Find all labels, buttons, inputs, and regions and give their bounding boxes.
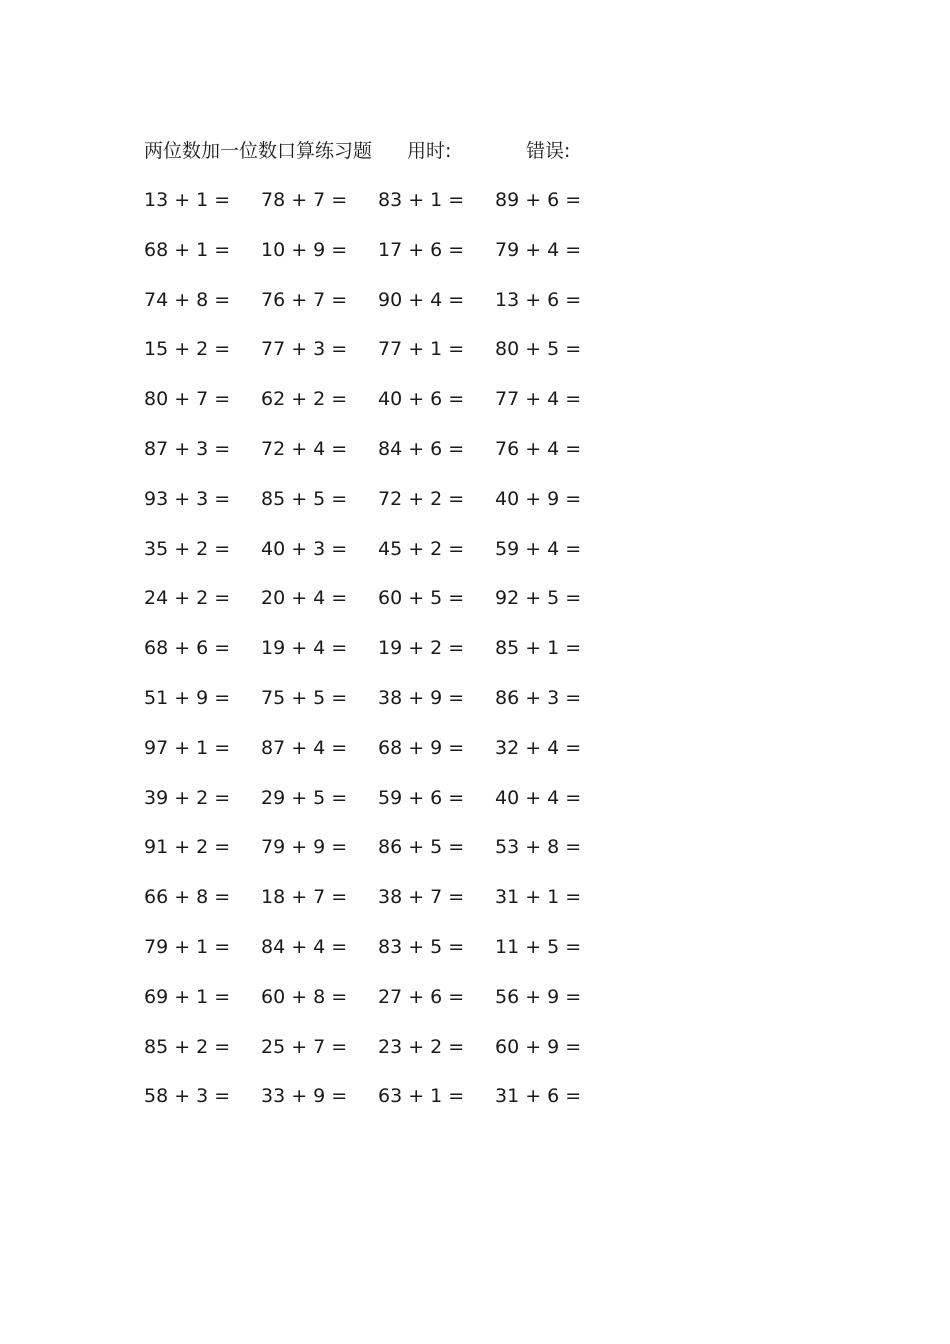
problem-row <box>144 534 624 584</box>
problem-item: 40 + 6 = <box>378 388 465 411</box>
problem-item: 40 + 9 = <box>495 487 582 510</box>
problem-item: 68 + 1 = <box>144 238 231 261</box>
problem-item: 60 + 9 = <box>495 1035 582 1058</box>
problem-item: 33 + 9 = <box>261 1085 348 1108</box>
problem-row <box>144 484 624 534</box>
problem-item: 75 + 5 = <box>261 686 348 709</box>
problem-item: 80 + 5 = <box>495 338 582 361</box>
problem-item: 23 + 2 = <box>378 1035 465 1058</box>
problem-item: 84 + 4 = <box>261 935 348 958</box>
problem-item: 84 + 6 = <box>378 437 465 460</box>
problem-item: 74 + 8 = <box>144 288 231 311</box>
problem-item: 60 + 5 = <box>378 587 465 610</box>
problem-item: 63 + 1 = <box>378 1085 465 1108</box>
problem-item: 90 + 4 = <box>378 288 465 311</box>
problem-item: 92 + 5 = <box>495 587 582 610</box>
problem-item: 13 + 1 = <box>144 189 231 211</box>
problem-item: 79 + 9 = <box>261 836 348 859</box>
problem-item: 91 + 2 = <box>144 836 231 859</box>
problem-item: 51 + 9 = <box>144 686 231 709</box>
problem-row <box>144 1032 624 1082</box>
problem-item: 93 + 3 = <box>144 487 231 510</box>
problem-row <box>144 185 624 235</box>
problem-item: 17 + 6 = <box>378 238 465 261</box>
problem-item: 25 + 7 = <box>261 1035 348 1058</box>
problem-item: 77 + 1 = <box>378 338 465 361</box>
problem-item: 85 + 1 = <box>495 637 582 660</box>
problem-item: 79 + 4 = <box>495 238 582 261</box>
problem-item: 40 + 3 = <box>261 537 348 560</box>
problem-item: 76 + 4 = <box>495 437 582 460</box>
problem-row <box>144 733 624 783</box>
problem-item: 72 + 2 = <box>378 487 465 510</box>
problem-item: 80 + 7 = <box>144 388 231 411</box>
problem-item: 15 + 2 = <box>144 338 231 361</box>
problem-row <box>144 783 624 833</box>
problem-row <box>144 882 624 932</box>
problem-item: 32 + 4 = <box>495 736 582 759</box>
problem-item: 18 + 7 = <box>261 886 348 909</box>
problem-item: 78 + 7 = <box>261 189 348 211</box>
problem-row <box>144 583 624 633</box>
problem-item: 62 + 2 = <box>261 388 348 411</box>
problem-item: 19 + 2 = <box>378 637 465 660</box>
problem-item: 29 + 5 = <box>261 786 348 809</box>
problem-item: 39 + 2 = <box>144 786 231 809</box>
errors-label: 错误: <box>526 140 571 162</box>
problem-row <box>144 1081 624 1131</box>
problem-item: 20 + 4 = <box>261 587 348 610</box>
problem-row <box>144 832 624 882</box>
time-label: 用时: <box>407 140 452 162</box>
problem-item: 38 + 7 = <box>378 886 465 909</box>
problem-item: 59 + 6 = <box>378 786 465 809</box>
problem-row <box>144 982 624 1032</box>
problem-item: 11 + 5 = <box>495 935 582 958</box>
problem-item: 87 + 3 = <box>144 437 231 460</box>
problem-grid <box>144 185 624 1131</box>
problem-item: 19 + 4 = <box>261 637 348 660</box>
problem-item: 68 + 9 = <box>378 736 465 759</box>
problem-row <box>144 285 624 335</box>
problem-item: 97 + 1 = <box>144 736 231 759</box>
problem-item: 53 + 8 = <box>495 836 582 859</box>
problem-item: 59 + 4 = <box>495 537 582 560</box>
problem-row <box>144 434 624 484</box>
problem-row <box>144 932 624 982</box>
worksheet-header <box>144 136 624 166</box>
problem-item: 24 + 2 = <box>144 587 231 610</box>
problem-item: 66 + 8 = <box>144 886 231 909</box>
problem-row <box>144 384 624 434</box>
problem-row <box>144 633 624 683</box>
problem-item: 87 + 4 = <box>261 736 348 759</box>
problem-item: 45 + 2 = <box>378 537 465 560</box>
problem-item: 38 + 9 = <box>378 686 465 709</box>
problem-item: 85 + 5 = <box>261 487 348 510</box>
problem-item: 58 + 3 = <box>144 1085 231 1108</box>
problem-item: 10 + 9 = <box>261 238 348 261</box>
problem-item: 40 + 4 = <box>495 786 582 809</box>
problem-row <box>144 683 624 733</box>
worksheet-title: 两位数加一位数口算练习题 <box>144 140 373 162</box>
problem-item: 56 + 9 = <box>495 985 582 1008</box>
problem-item: 35 + 2 = <box>144 537 231 560</box>
problem-item: 68 + 6 = <box>144 637 231 660</box>
problem-item: 77 + 3 = <box>261 338 348 361</box>
problem-item: 13 + 6 = <box>495 288 582 311</box>
problem-item: 83 + 5 = <box>378 935 465 958</box>
problem-item: 27 + 6 = <box>378 985 465 1008</box>
problem-item: 31 + 6 = <box>495 1085 582 1108</box>
problem-item: 83 + 1 = <box>378 189 465 211</box>
problem-row <box>144 334 624 384</box>
problem-row <box>144 235 624 285</box>
problem-item: 60 + 8 = <box>261 985 348 1008</box>
problem-item: 31 + 1 = <box>495 886 582 909</box>
problem-item: 86 + 3 = <box>495 686 582 709</box>
problem-item: 72 + 4 = <box>261 437 348 460</box>
problem-item: 89 + 6 = <box>495 189 582 211</box>
problem-item: 79 + 1 = <box>144 935 231 958</box>
problem-item: 86 + 5 = <box>378 836 465 859</box>
problem-item: 69 + 1 = <box>144 985 231 1008</box>
problem-item: 76 + 7 = <box>261 288 348 311</box>
problem-item: 77 + 4 = <box>495 388 582 411</box>
problem-item: 85 + 2 = <box>144 1035 231 1058</box>
